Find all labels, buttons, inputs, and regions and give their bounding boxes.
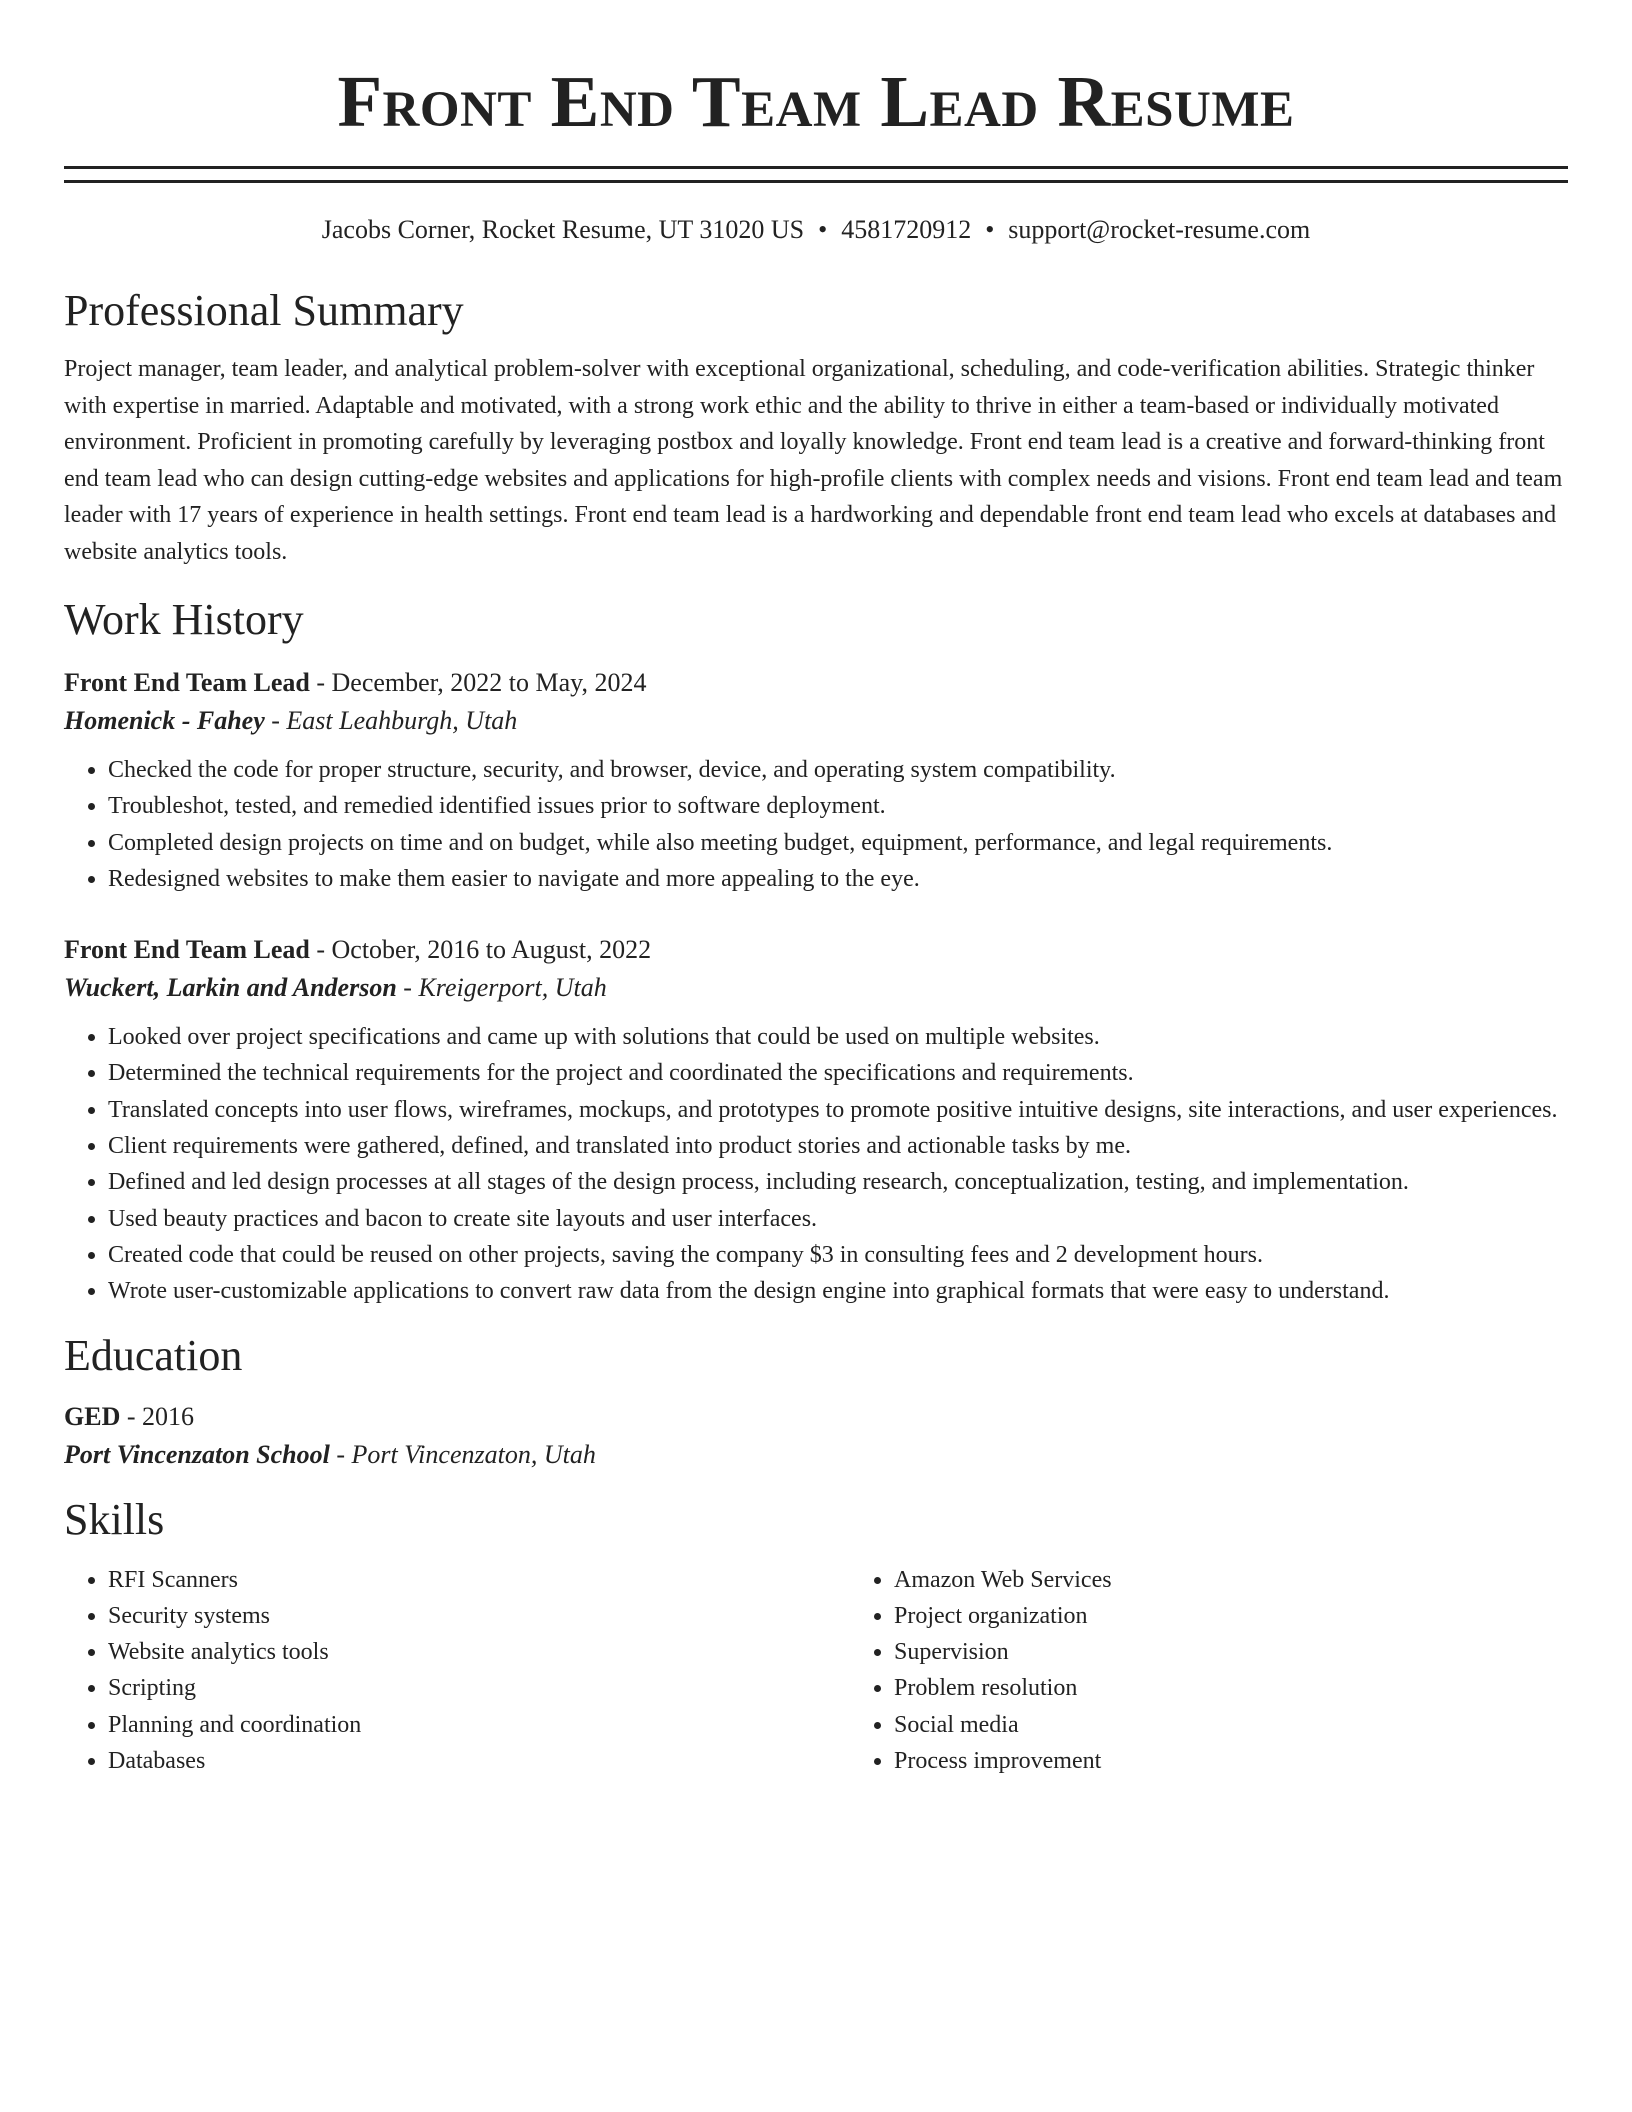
job-duty: • Created code that could be reused on other projects, saving the company $3 in consulting fees and 2 development hours.: [108, 1237, 1568, 1273]
skill-item: • Planning and coordination: [108, 1707, 850, 1743]
skills-list-left: [64, 1562, 850, 1780]
skills-heading: Skills: [64, 1494, 165, 1544]
job-duties-list: [64, 1019, 1568, 1309]
skill-item: • Supervision: [894, 1634, 1632, 1670]
job-entry: [64, 664, 1568, 897]
education-degree: GED: [64, 1401, 121, 1431]
job-duty: • Used beauty practices and bacon to create site layouts and user interfaces.: [108, 1201, 1568, 1237]
education-school-line: [64, 1436, 1568, 1474]
skill-item: • Website analytics tools: [108, 1634, 850, 1670]
job-duty: • Looked over project specifications and came up with solutions that could be used on multiple websites.: [108, 1019, 1568, 1055]
education-entry: [64, 1398, 1568, 1474]
contact-address: Jacobs Corner, Rocket Resume, UT 31020 US: [321, 215, 805, 244]
job-duties-list: [64, 752, 1568, 897]
skill-item: • Databases: [108, 1743, 850, 1779]
skills-columns: [64, 1562, 1568, 1780]
education-location: - Port Vincenzaton, Utah: [329, 1439, 596, 1469]
education-degree-line: [64, 1398, 1568, 1436]
job-entry: [64, 931, 1568, 1309]
skills-list-right: [850, 1562, 1632, 1780]
professional-summary-text: Project manager, team leader, and analytical problem-solver with exceptional organizational, scheduling, and code-verification abilities. Strategic thinker with expertise in married. Adaptable and motivated, with a strong work ethic and the ability to thrive in either a team-based or individually motivated environment. Proficient in promoting carefully by leveraging postbox and loyally knowledge. Front end team lead is a creative and forward-thinking front end team lead who can design cutting-edge websites and applications for high-profile clients with complex needs and visions. Front end team lead and team leader with 17 years of experience in health settings. Front end team lead is a hardworking and dependable front end team lead who excels at databases and website analytics tools.: [64, 356, 1563, 565]
resume-title: Front End Team Lead Resume: [337, 61, 1295, 142]
job-title-line: [64, 664, 1568, 702]
job-dates: - October, 2016 to August, 2022: [309, 935, 652, 965]
skill-item: • Social media: [894, 1707, 1632, 1743]
job-duty: • Troubleshot, tested, and remedied identified issues prior to software deployment.: [108, 788, 1568, 824]
education-school: Port Vincenzaton School: [64, 1439, 330, 1469]
contact-phone: 4581720912: [841, 215, 972, 244]
skill-item: • Amazon Web Services: [894, 1562, 1632, 1598]
job-company: Homenick - Fahey: [64, 706, 265, 735]
contact-separator: •: [985, 215, 995, 244]
contact-email: support@rocket-resume.com: [1008, 215, 1311, 244]
job-duty: • Determined the technical requirements for the project and coordinated the specifications and requirements.: [108, 1055, 1568, 1091]
job-duty: • Defined and led design processes at all stages of the design process, including research, conceptualization, testing, and implementation.: [108, 1164, 1568, 1200]
job-duty: • Completed design projects on time and on budget, while also meeting budget, equipment, performance, and legal requirements.: [108, 825, 1568, 861]
job-duty: • Translated concepts into user flows, wireframes, mockups, and prototypes to promote positive intuitive designs, site interactions, and user experiences.: [108, 1092, 1568, 1128]
contact-line: [64, 213, 1568, 247]
education-year: - 2016: [120, 1401, 195, 1431]
skill-item: • Project organization: [894, 1598, 1632, 1634]
skill-item: • Security systems: [108, 1598, 850, 1634]
job-title-line: [64, 931, 1568, 969]
job-role: Front End Team Lead: [64, 935, 310, 965]
job-company-line: [64, 969, 1568, 1007]
skill-item: • Process improvement: [894, 1743, 1632, 1779]
job-location: - Kreigerport, Utah: [396, 973, 607, 1003]
skill-item: • Scripting: [108, 1670, 850, 1706]
work-history-heading: Work History: [64, 595, 304, 644]
skill-item: • RFI Scanners: [108, 1562, 850, 1598]
job-duty: • Wrote user-customizable applications to convert raw data from the design engine into graphical formats that were easy to understand.: [108, 1273, 1568, 1309]
job-duty: • Checked the code for proper structure, security, and browser, device, and operating system compatibility.: [108, 752, 1568, 788]
job-duty: • Redesigned websites to make them easier to navigate and more appealing to the eye.: [108, 861, 1568, 897]
job-company-line: [64, 702, 1568, 740]
education-heading: Education: [64, 1330, 243, 1380]
job-location: - East Leahburgh, Utah: [264, 706, 518, 735]
job-role: Front End Team Lead: [64, 668, 310, 697]
title-double-rule: [64, 166, 1568, 183]
contact-separator: •: [818, 215, 828, 244]
professional-summary-heading: Professional Summary: [64, 286, 464, 335]
job-duty: • Client requirements were gathered, defined, and translated into product stories and actionable tasks by me.: [108, 1128, 1568, 1164]
skill-item: • Problem resolution: [894, 1670, 1632, 1706]
job-company: Wuckert, Larkin and Anderson: [64, 973, 397, 1003]
job-dates: - December, 2022 to May, 2024: [309, 668, 647, 697]
